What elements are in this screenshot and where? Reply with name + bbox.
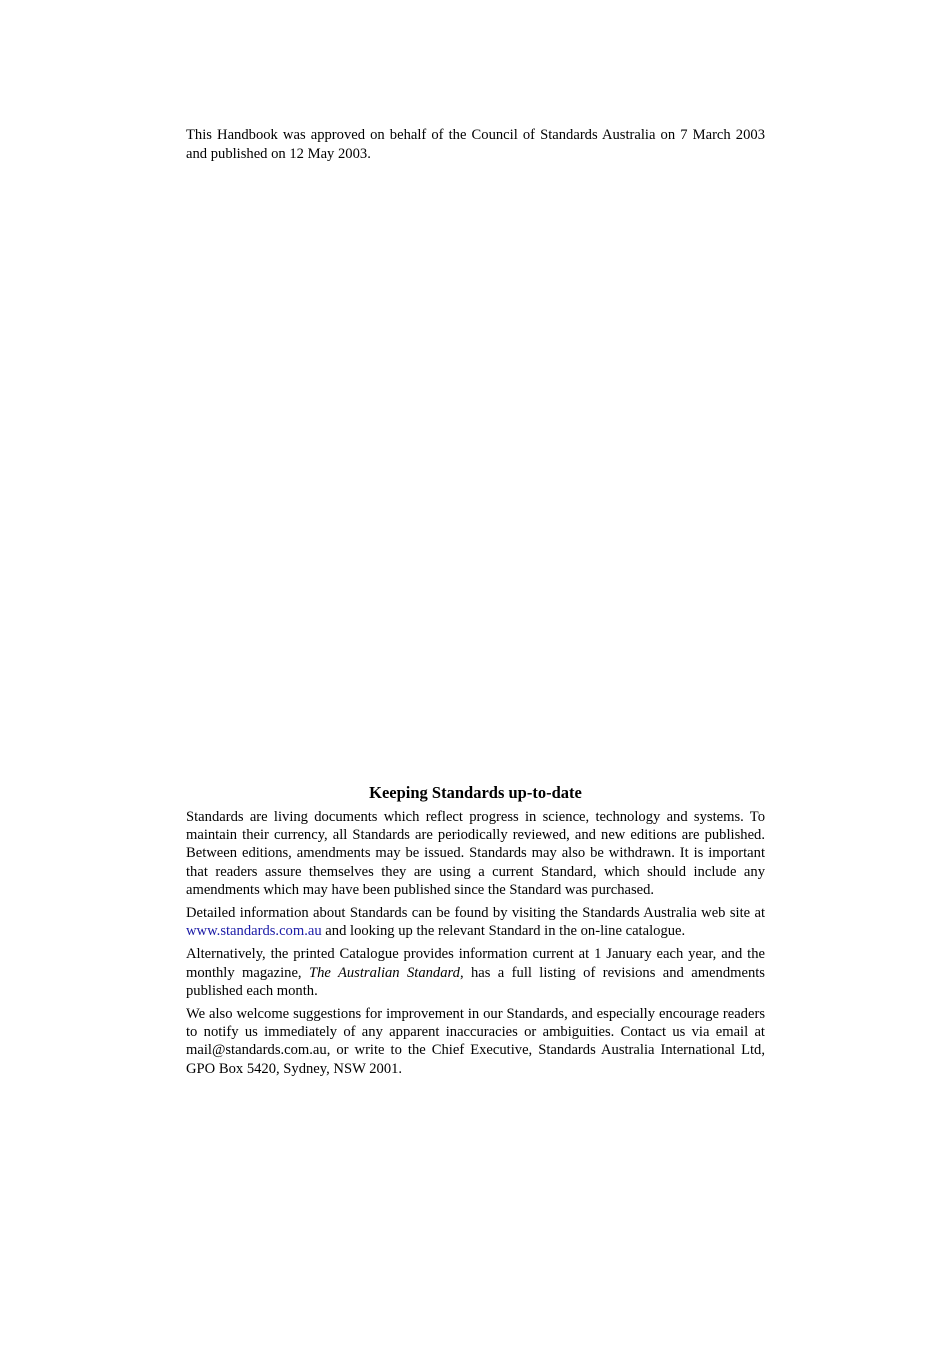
section-heading: Keeping Standards up-to-date xyxy=(369,783,582,802)
approval-statement: This Handbook was approved on behalf of the Council of Standards Australia on 7 March 2003 and published on 12 May 2003. xyxy=(186,127,765,162)
paragraph-catalogue xyxy=(186,945,765,1000)
paragraph-web-site-text-start: Detailed information about Standards can be found by visiting the Standards Australia web site at xyxy=(186,905,765,922)
paragraph-living-documents: Standards are living documents which reflect progress in science, technology and systems. To maintain their currency, all Standards are periodically reviewed, and new editions are published. Between editions, amendments may be issued. Standards may also be withdrawn. It is important that readers assure themselves they are using a current Standard, which should include any amendments which may have been published since the Standard was purchased. xyxy=(186,809,765,898)
keeping-standards-section xyxy=(186,782,765,1083)
standards-website-link[interactable]: www.standards.com.au xyxy=(186,923,322,940)
paragraph-web-site xyxy=(186,904,765,940)
paragraph-catalogue-text-end: , has a full listing of revisions and amendments published each month. xyxy=(186,964,765,999)
paragraph-suggestions: We also welcome suggestions for improvement in our Standards, and especially encourage readers to notify us immediately of any apparent inaccuracies or ambiguities. Contact us via email at mail@standards.com.au, or write to the Chief Executive, Standards Australia International Ltd, GPO Box 5420, Sydney, NSW 2001. xyxy=(186,1006,765,1077)
paragraph-catalogue-text-start: Alternatively, the printed Catalogue provides information current at 1 January each year, and the monthly magazine, xyxy=(186,946,765,981)
paragraph-web-site-text-end: and looking up the relevant Standard in the on-line catalogue. xyxy=(321,923,686,940)
magazine-title: The Australian Standard xyxy=(308,964,460,981)
